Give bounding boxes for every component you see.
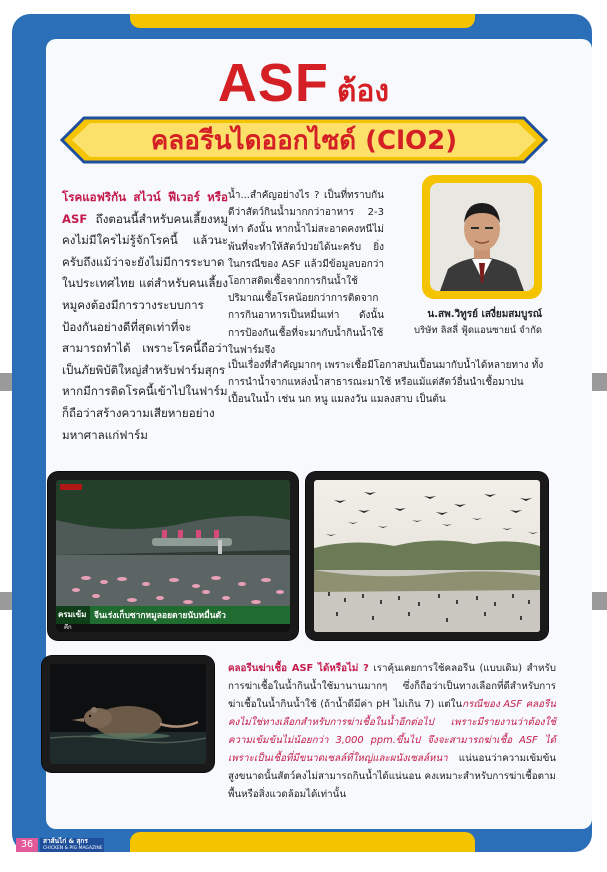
title-asf: ASF	[217, 53, 329, 113]
column-2-body: น้ำ...สำคัญอย่างไร ? เป็นที่ทราบกันดีว่าสัตว์กินน้ำมากกว่าอาหาร 2-3 เท่า ดังนั้น หากน้ำไม่สะอาดคงหนีไม่พ้นที่จะทำให้สัตว์ป่วยได้นะครับ ยิ่งในกรณีของ ASF แล้วมีข้อมูลบอกว่าโอกาสติดเชื้อจากการกินน้ำใช้ปริมาณเชื้อโรคน้อยกว่าการติดจากการกินอาหารเป็นหมื่นเท่า ดังนั้น การป้องกันเชื้อที่จะมากับน้ำกินน้ำใช้ในฟาร์มจึง	[228, 190, 384, 356]
birds-photo-frame	[306, 472, 548, 640]
magazine-logo-line2: CHICKEN & PIG MAGAZINE	[43, 846, 103, 851]
column-1-body: ถึงตอนนี้สำหรับคนเลี้ยงหมูคงไม่มีใครไม่รู้จักโรคนี้ แล้วนะครับถึงแม้ว่าจะยังไม่มีการระบาดในประเทศไทย แต่สำหรับคนเลี้ยงหมูคงต้องมีการวางระบบการป้องกันอย่างดีที่สุดเท่าที่จะสามารถทำได้ เพราะโรคนี้ถือว่าเป็นภัยพิบัติใหญ่สำหรับฟาร์มสุกร หากมีการติดโรคนี้เข้าไปในฟาร์มก็ถือว่าสร้างความเสียหายอย่างมหาศาลแก่ฟาร์ม	[62, 211, 228, 442]
news-ticker: จีนเร่งเก็บซากหมูลอยตายนับหมื่นตัว	[94, 611, 226, 621]
bottom-yellow-tab	[130, 832, 475, 852]
top-yellow-tab	[130, 14, 475, 28]
paragraph-3-part2: แน่นอนว่าความเข้มข้นสูงขนาดนั้นสัตว์คงไม่สามารถกินน้ำได้แน่นอน คงเหมาะสำหรับการฆ่าเชื้อตามพื้นหรือสิ่งแวดล้อมได้เท่านั้น	[228, 753, 556, 800]
column-2	[228, 187, 384, 359]
author-name: น.สพ.วิทูรย์ เสงี่ยมสมบูรณ์	[427, 309, 542, 320]
column-1	[62, 187, 228, 446]
author-photo	[430, 183, 534, 291]
title-banner	[60, 116, 548, 164]
birds-photo	[314, 480, 540, 632]
paragraph-3	[228, 660, 556, 804]
title-suffix: ต้อง	[336, 74, 390, 109]
column-3	[228, 357, 544, 409]
paragraph-3-highlight: คลอรีนฆ่าเชื้อ ASF ได้หรือไม่ ?	[228, 663, 369, 674]
news-tag-2: คึก	[64, 624, 72, 631]
page-title	[0, 52, 607, 115]
news-photo	[56, 480, 290, 632]
magazine-logo	[40, 838, 104, 852]
magazine-logo-line1: สาส์นไก่ & สุกร	[43, 837, 88, 845]
rat-photo-frame	[42, 656, 214, 772]
banner-text: คลอรีนไดออกไซด์ (ClO2)	[150, 125, 458, 156]
rat-photo	[50, 664, 206, 764]
column-1-lead: โรคแอฟริกัน สไวน์ ฟีเวอร์ หรือ ASF	[62, 190, 228, 226]
news-photo-frame	[48, 472, 298, 640]
column-3-body: เป็นเรื่องที่สำคัญมากๆ เพราะเชื้อมีโอกาสปนเปื้อนมากับน้ำได้หลายทาง ทั้งการนำน้ำจากแหล่งน้ำสาธารณะมาใช้ หรือแม้แต่สัตว์อื่นนำเชื้อมาปนเปื้อนในน้ำ เช่น นก หนู แมลงวัน แมลงสาบ เป็นต้น	[228, 360, 544, 406]
page-number: 36	[16, 838, 38, 852]
paragraph-3-italic: กรณีของ ASF คลอรีนคงไม่ใช่ทางเลือกสำหรับการฆ่าเชื้อในน้ำอีกต่อไป เพราะมีรายงานว่าต้องใช้ความเข้มข้นไม่น้อยกว่า 3,000 ppm.ขึ้นไป จึงจะสามารถฆ่าเชื้อ ASF ได้เพราะเป็นเชื้อที่มีขนาดเซลล์ที่ใหญ่และผนังเซลล์หนา	[228, 699, 556, 764]
news-tag: ครมเข้ม	[58, 610, 87, 619]
author-company: บริษัท ลิสลี่ ฟู้ดแอนซายน์ จำกัด	[413, 325, 542, 336]
paragraph-3-part1: เราคุ้นเคยการใช้คลอรีน (แบบเดิม) สำหรับการฆ่าเชื้อในน้ำกินน้ำใช้มานานมากๆ ซึ่งก็ถือว่าเป็นทางเลือกที่ดีสำหรับการฆ่าเชื้อในน้ำกินน้ำใช้ (ถ้าน้ำดีมีค่า pH ไม่เกิน 7) แต่ใน	[228, 663, 556, 710]
